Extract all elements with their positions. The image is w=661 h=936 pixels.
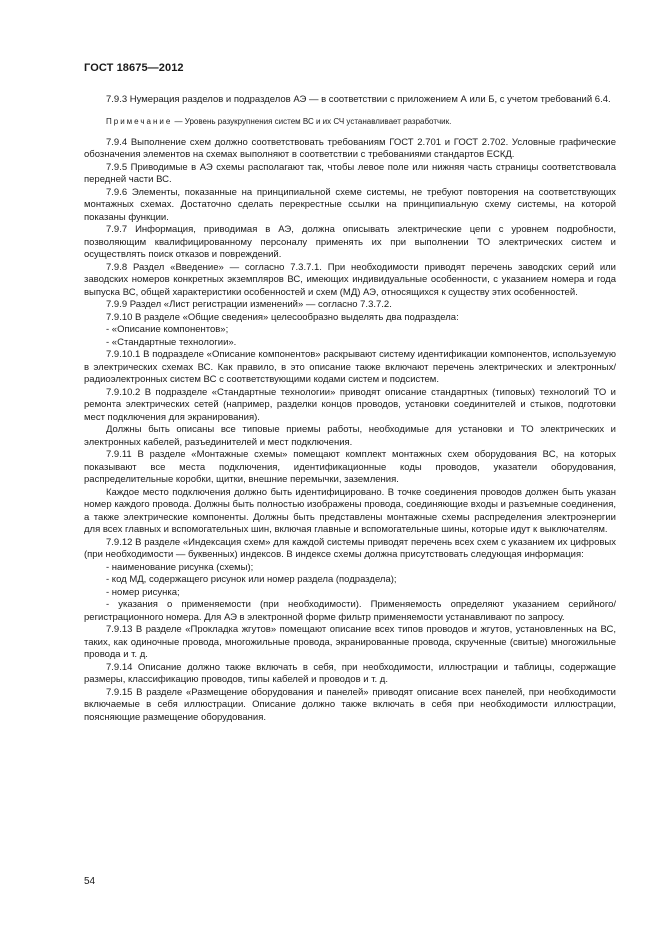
paragraph-7-9-15: 7.9.15 В разделе «Размещение оборудования и панелей» приводят описание всех панелей, при необходимости включаемые в себя иллюстрации. Описание должно также включать в себя при необходимости иллюстрации, поясняющие размещение оборудования. [84, 686, 616, 723]
list-item: - код МД, содержащего рисунок или номер раздела (подраздела); [106, 574, 397, 585]
standard-header: ГОСТ 18675—2012 [84, 62, 184, 74]
paragraph-7-9-8: 7.9.8 Раздел «Введение» — согласно 7.3.7.1. При необходимости приводят перечень заводских серий или заводских номеров конкретных экземпляров ВС, имеющих индивидуальные особенности, с указанием номера и года выпуска ВС, общей характеристики особенностей и схем (МД) АЭ, относящихся к существу этих особенностей. [84, 261, 616, 298]
paragraph-7-9-11: 7.9.11 В разделе «Монтажные схемы» помещают комплект монтажных схем оборудования ВС, на которых показывают все места подключения, идентификационные коды проводов, указатели оборудования, распределительные коробки, щитки, внешние перемычки, заземления. [84, 449, 616, 485]
page-number: 54 [84, 876, 96, 887]
paragraph: Каждое место подключения должно быть идентифицировано. В точке соединения проводов должен быть указан номер каждого провода. Должны быть полностью изображены провода, соединяющие входы и разъемные соединения, а также электрические компоненты. Должны быть представлены монтажные схемы распределения электроэнергии для всех главных и вспомогательных шин, включая главные и вспомогательные шины, которые идут к выключателям. [84, 486, 616, 535]
paragraph-7-9-7: 7.9.7 Информация, приводимая в АЭ, должна описывать электрические цепи с уровнем подробности, позволяющим квалифицированному персоналу применять их при выполнении ТО электрических систем и осуществлять поиск отказов и повреждений. [84, 224, 616, 260]
list-item: - «Стандартные технологии». [106, 336, 237, 348]
list-item: - указания о применяемости (при необходимости). Применяемость определяют указанием серийного/регистрационного номера. Для АЭ в электронной форме фильтр применяемости устанавливают по запросу. [84, 599, 616, 623]
paragraph: Должны быть описаны все типовые приемы работы, необходимые для установки и ТО электрических и электронных кабелей, разъединителей и мест подключения. [84, 424, 616, 448]
note-label: Примечание [106, 116, 173, 126]
paragraph-7-9-9: 7.9.9 Раздел «Лист регистрации изменений» — согласно 7.3.7.2. [106, 299, 392, 310]
paragraph-7-9-10-2: 7.9.10.2 В подразделе «Стандартные технологии» приводят описание стандартных (типовых) технологий ТО и ремонта электрических сетей (например, разделки концов проводов, установки соединителей и стыков, подготовки мест подключения для экранирования). [84, 386, 616, 423]
paragraph-7-9-10: 7.9.10 В разделе «Общие сведения» целесообразно выделять два подраздела: [106, 311, 459, 323]
list-item: - номер рисунка; [106, 586, 180, 598]
list-item: - наименование рисунка (схемы); [106, 561, 254, 573]
note [84, 116, 616, 127]
paragraph-7-9-6: 7.9.6 Элементы, показанные на принципиальной схеме системы, не требуют повторения на соответствующих монтажных схемах. Достаточно сделать перекрестные ссылки на принципиальную схему системы, на которой показаны функции. [84, 186, 616, 223]
paragraph-7-9-5: 7.9.5 Приводимые в АЭ схемы располагают так, чтобы левое поле или нижняя часть страницы соответствовала передней части ВС. [84, 161, 616, 185]
paragraph-7-9-12: 7.9.12 В разделе «Индексация схем» для каждой системы приводят перечень всех схем с указанием их цифровых (при необходимости — буквенных) индексов. В индексе схемы должна присутствовать следующая информация: [84, 536, 616, 560]
paragraph-7-9-13: 7.9.13 В разделе «Прокладка жгутов» помещают описание всех типов проводов и жгутов, установленных на ВС, таких, как одиночные провода, многожильные провода, экранированные провода, скрученные (свитые) многожильные провода и т. д. [84, 624, 616, 660]
paragraph-7-9-10-1: 7.9.10.1 В подразделе «Описание компонентов» раскрывают систему идентификации компонентов, используемую в электрических схемах ВС. Как правило, в это описание также включают перечень электрических и электронных/радиоэлектронных систем ВС с соответствующими кодами систем и подсистем. [84, 349, 616, 385]
paragraph-7-9-14: 7.9.14 Описание должно также включать в себя, при необходимости, иллюстрации и таблицы, содержащие размеры, классификацию проводов, типы кабелей и проводов и т. д. [84, 661, 616, 685]
document-body [84, 94, 616, 724]
paragraph-7-9-4: 7.9.4 Выполнение схем должно соответствовать требованиям ГОСТ 2.701 и ГОСТ 2.702. Условные графические обозначения элементов на схемах выполняют в соответствии с требованиями стандартов ЕСКД. [84, 136, 616, 160]
list-item: - «Описание компонентов»; [106, 324, 229, 335]
paragraph-7-9-3: 7.9.3 Нумерация разделов и подразделов АЭ — в соответствии с приложением А или Б, с учетом требований 6.4. [106, 94, 611, 105]
note-text: — Уровень разукрупнения систем ВС и их СЧ устанавливает разработчик. [172, 116, 452, 126]
